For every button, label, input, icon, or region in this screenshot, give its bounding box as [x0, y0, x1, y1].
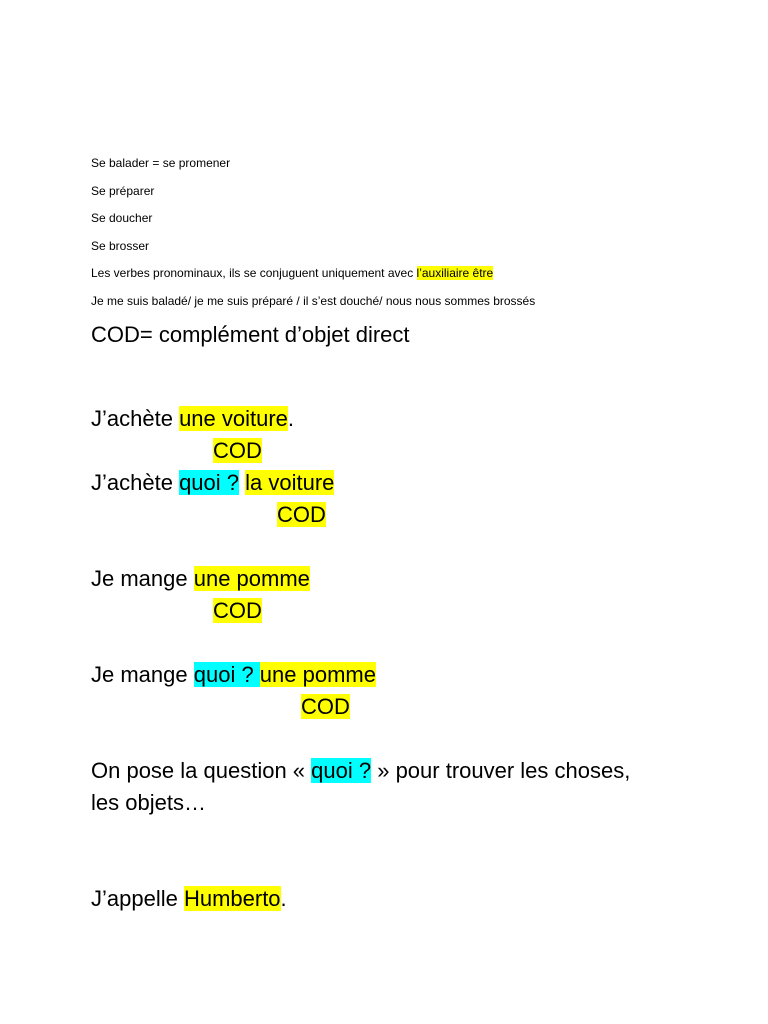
- note-line-4: [91, 239, 149, 254]
- note-line-2: [91, 184, 154, 199]
- note-line-5: [91, 266, 493, 281]
- rule-line-1: [91, 757, 630, 785]
- highlight-object: une voiture: [179, 406, 288, 431]
- highlight-object: une pomme: [193, 566, 310, 591]
- note-text: Se préparer: [91, 184, 155, 198]
- rule-text: » pour trouver les choses,: [371, 758, 631, 783]
- cod-label: COD: [301, 694, 350, 719]
- example-text: J’achète: [91, 470, 180, 495]
- cod-label: COD: [277, 502, 326, 527]
- example-4: [91, 661, 376, 689]
- cod-label: COD: [213, 438, 262, 463]
- note-text: Se brosser: [91, 239, 150, 253]
- highlight-question: quoi ?: [193, 662, 260, 687]
- heading-text: COD= complément d’objet direct: [91, 322, 410, 347]
- example-text: J’achète: [91, 406, 180, 431]
- cod-label-2: [277, 501, 326, 529]
- cod-label-1: [213, 437, 262, 465]
- example-text: J’appelle: [91, 886, 184, 911]
- highlight-person: Humberto: [183, 886, 281, 911]
- rule-line-2: [91, 789, 206, 817]
- heading-cod: [91, 321, 410, 349]
- example-3: [91, 565, 310, 593]
- highlight-auxiliaire: l’auxiliaire être: [416, 266, 494, 280]
- note-line-3: [91, 211, 152, 226]
- cod-label-3: [213, 597, 262, 625]
- example-text: Je mange: [91, 566, 194, 591]
- note-text: Se doucher: [91, 211, 153, 225]
- example-end: .: [280, 886, 287, 911]
- note-text: Je me suis baladé/ je me suis préparé / il s’est douché/ nous nous sommes brossés: [91, 294, 536, 308]
- note-text: Les verbes pronominaux, ils se conjuguent uniquement avec: [91, 266, 417, 280]
- example-text: Je mange: [91, 662, 194, 687]
- highlight-object: la voiture: [245, 470, 335, 495]
- highlight-question: quoi ?: [179, 470, 240, 495]
- note-text: Se balader = se promener: [91, 156, 231, 170]
- cod-label: COD: [213, 598, 262, 623]
- highlight-question: quoi ?: [311, 758, 372, 783]
- rule-text: On pose la question «: [91, 758, 312, 783]
- example-2: [91, 469, 334, 497]
- example-5: [91, 885, 287, 913]
- note-line-6: [91, 294, 535, 309]
- example-end: .: [287, 406, 295, 431]
- example-1: [91, 405, 294, 433]
- rule-text: les objets…: [91, 790, 206, 815]
- cod-label-4: [301, 693, 350, 721]
- note-line-1: [91, 156, 230, 171]
- highlight-object: une pomme: [259, 662, 376, 687]
